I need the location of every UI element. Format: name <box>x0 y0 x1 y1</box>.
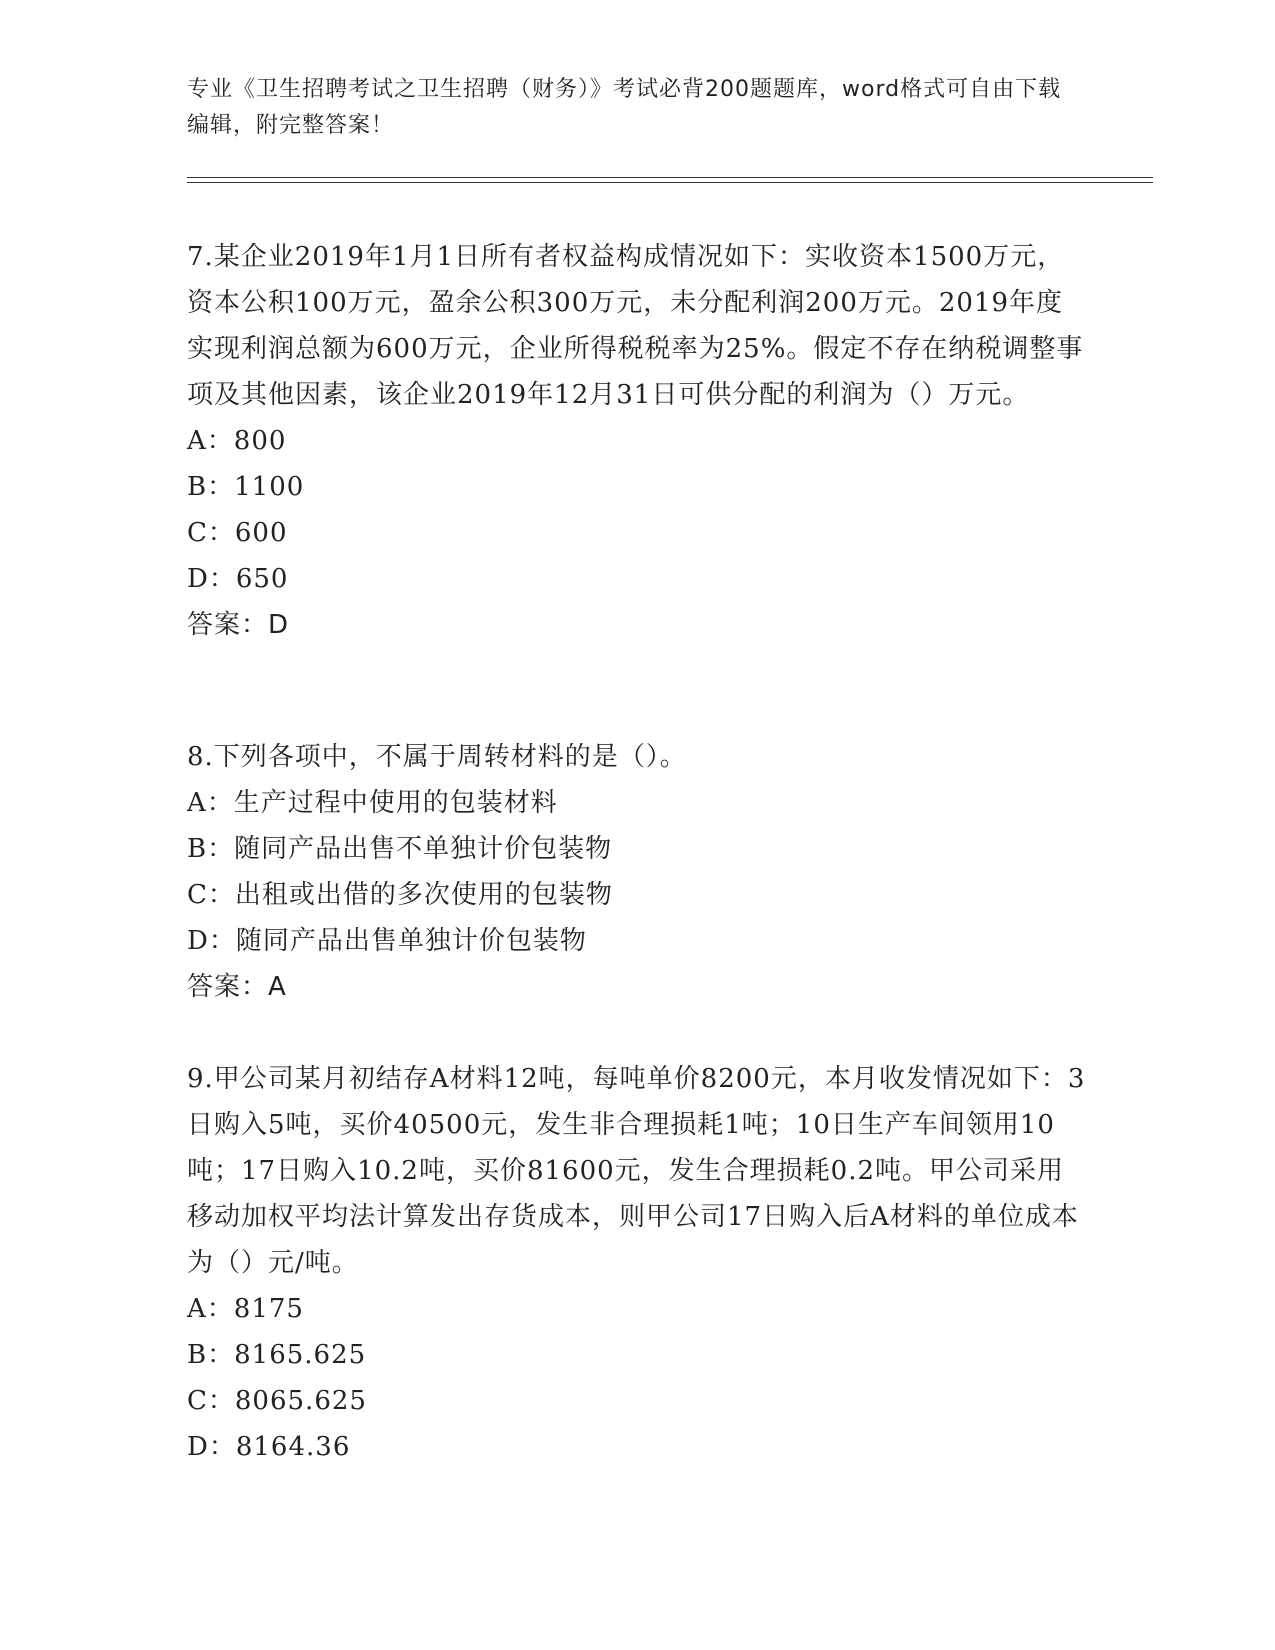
option-d: D：随同产品出售单独计价包装物 <box>187 926 587 956</box>
answer-line: 答案：D <box>187 610 290 640</box>
answer-line: 答案：A <box>187 972 287 1002</box>
option-d: D：650 <box>187 564 289 594</box>
option-b: B：8165.625 <box>187 1340 367 1370</box>
question-stem: 8.下列各项中，不属于周转材料的是（）。 <box>187 742 687 772</box>
question-7 <box>187 234 1087 648</box>
header-divider-top <box>187 177 1153 178</box>
question-stem: 7.某企业2019年1月1日所有者权益构成情况如下：实收资本1500万元，资本公积100万元，盈余公积300万元，未分配利润200万元。2019年度实现利润总额为600万元，企业所得税税率为25%。假定不存在纳税调整事项及其他因素，该企业2019年12月31日可供分配的利润为（）万元。 <box>187 242 1084 410</box>
option-a: A：8175 <box>187 1294 304 1324</box>
option-b: B：随同产品出售不单独计价包装物 <box>187 834 613 864</box>
option-d: D：8164.36 <box>187 1432 351 1462</box>
question-9 <box>187 1056 1087 1470</box>
question-stem: 9.甲公司某月初结存A材料12吨，每吨单价8200元，本月收发情况如下：3日购入5吨，买价40500元，发生非合理损耗1吨；10日生产车间领用10吨；17日购入10.2吨，买价81600元，发生合理损耗0.2吨。甲公司采用移动加权平均法计算发出存货成本，则甲公司17日购入后A材料的单位成本为（）元/吨。 <box>187 1064 1086 1278</box>
option-c: C：出租或出借的多次使用的包装物 <box>187 880 613 910</box>
option-c: C：8065.625 <box>187 1386 367 1416</box>
option-c: C：600 <box>187 518 288 548</box>
header-divider-bottom <box>187 182 1153 183</box>
option-b: B：1100 <box>187 472 305 502</box>
option-a: A：800 <box>187 426 287 456</box>
question-8 <box>187 734 1087 1010</box>
option-a: A：生产过程中使用的包装材料 <box>187 788 558 818</box>
document-header: 专业《卫生招聘考试之卫生招聘（财务）》考试必背200题题库，word格式可自由下载编辑，附完整答案！ <box>187 77 1062 138</box>
